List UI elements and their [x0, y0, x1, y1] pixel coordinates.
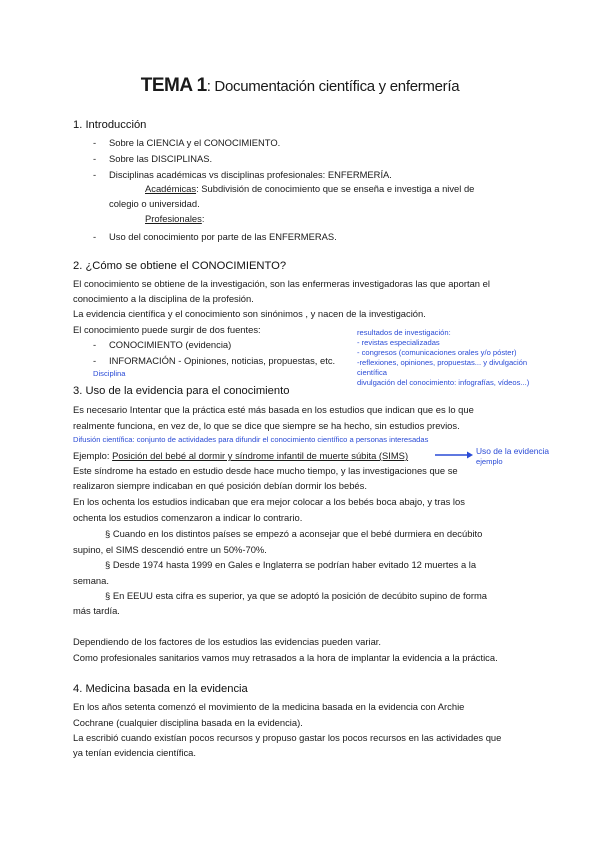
paragraph: La escribió cuando existían pocos recursos y propuso gastar los pocos recursos en las actividades que [73, 732, 502, 743]
bullet-paragraph: § Cuando en los distintos países se empezó a aconsejar que el bebé durmiera en decúbito [105, 528, 483, 539]
title-text: : Documentación científica y enfermería [206, 78, 460, 95]
list-item: - Uso del conocimiento por parte de las ENFERMERAS. [93, 231, 337, 242]
paragraph: El conocimiento se obtiene de la investigación, son las enfermeras investigadoras las que aportan el [73, 278, 490, 289]
paragraph: Este síndrome ha estado en estudio desde hace mucho tiempo, y las investigaciones que se [73, 465, 458, 476]
title-number: TEMA 1 [140, 75, 207, 96]
academicas-label: Académicas [145, 183, 197, 194]
list-item: - Sobre la CIENCIA y el CONOCIMIENTO. [93, 137, 281, 148]
paragraph: Dependiendo de los factores de los estudios las evidencias pueden variar. [73, 636, 382, 647]
paragraph: Es necesario Intentar que la práctica esté más basada en los estudios que indican que es lo que [73, 404, 474, 415]
ejemplo-line: Ejemplo: Posición del bebé al dormir y síndrome infantil de muerte súbita (SIMS) [73, 450, 409, 461]
page-title [0, 75, 600, 97]
paragraph: ochenta los estudios comenzaron a indicar lo contrario. [73, 512, 303, 523]
paragraph: Cochrane (cualquier disciplina basada en la evidencia). [73, 717, 303, 728]
list-item: - INFORMACIÓN - Opiniones, noticias, propuestas, etc. [93, 355, 336, 366]
paragraph: El conocimiento puede surgir de dos fuentes: [73, 324, 261, 335]
arrow-icon [434, 450, 474, 460]
paragraph: supino, el SIMS descendió entre un 50%-70%. [73, 544, 267, 555]
annotation-resultados: resultados de investigación: - revistas especializadas - congresos (comunicaciones orales y/o póster) -reflexiones, opiniones, propuestas... y divulgación científica divulgación del conocimiento: infografías, vídeos...) [357, 328, 530, 387]
list-item: - Disciplinas académicas vs disciplinas profesionales: ENFERMERÍA. [93, 169, 392, 180]
list-item: - Sobre las DISCIPLINAS. [93, 153, 213, 164]
profesionales-label: Profesionales [145, 213, 202, 224]
paragraph: realizaron siempre indicaban en qué posición debían dormir los bebés. [73, 480, 367, 491]
paragraph: Como profesionales sanitarios vamos muy retrasados a la hora de implantar la evidencia a la práctica. [73, 652, 498, 663]
academicas-line: Académicas: Subdivisión de conocimiento que se enseña e investiga a nivel de [145, 183, 475, 194]
paragraph: conocimiento a la disciplina de la profesión. [73, 293, 254, 304]
academicas-continuation: colegio o universidad. [109, 198, 200, 209]
annotation-ejemplo: ejemplo [476, 457, 503, 466]
section-heading-uso-evidencia: 3. Uso de la evidencia para el conocimiento [73, 385, 290, 397]
section-heading-introduccion: 1. Introducción [73, 119, 147, 131]
list-item: - CONOCIMIENTO (evidencia) [93, 339, 232, 350]
paragraph: En los años setenta comenzó el movimiento de la medicina basada en la evidencia con Archie [73, 701, 465, 712]
annotation-uso-evidencia: Uso de la evidencia [476, 446, 550, 456]
profesionales-line: Profesionales: [145, 213, 205, 224]
paragraph: La evidencia científica y el conocimiento son sinónimos , y nacen de la investigación. [73, 308, 426, 319]
paragraph: En los ochenta los estudios indicaban que era mejor colocar a los bebés boca abajo, y tras los [73, 496, 465, 507]
paragraph: más tardía. [73, 605, 120, 616]
annotation-disciplina: Disciplina [93, 369, 126, 378]
paragraph: ya tenían evidencia científica. [73, 747, 196, 758]
paragraph: semana. [73, 575, 109, 586]
ejemplo-title: Posición del bebé al dormir y síndrome infantil de muerte súbita (SIMS) [112, 450, 409, 461]
bullet-paragraph: § En EEUU esta cifra es superior, ya que se adoptó la posición de decúbito supino de forma [105, 590, 487, 601]
paragraph: realmente funciona, en vez de, lo que se dice que siempre se ha hecho, sin estudios previos. [73, 420, 460, 431]
section-heading-conocimiento: 2. ¿Cómo se obtiene el CONOCIMIENTO? [73, 260, 287, 272]
section-heading-medicina: 4. Medicina basada en la evidencia [73, 683, 248, 695]
annotation-difusion: Difusión científica: conjunto de actividades para difundir el conocimiento científico a personas interesadas [73, 435, 429, 444]
bullet-paragraph: § Desde 1974 hasta 1999 en Gales e Inglaterra se podrían haber evitado 12 muertes a la [105, 559, 477, 570]
